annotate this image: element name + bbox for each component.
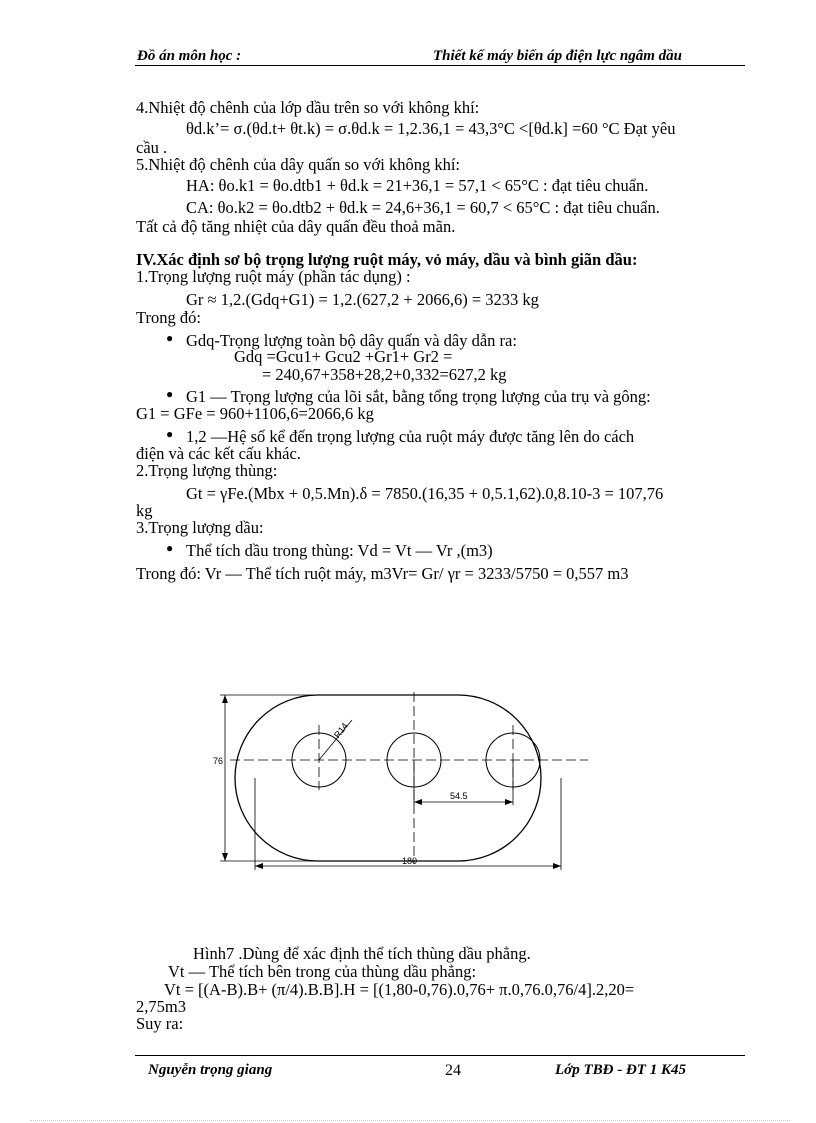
coefficient-definition: 1,2 —Hệ số kể đến trọng lượng của ruột máy được tăng lên do cách xyxy=(186,427,635,446)
footer-class: Lớp TBĐ - ĐT 1 K45 xyxy=(555,1062,686,1078)
footer-author: Nguyễn trọng giang xyxy=(148,1062,273,1078)
page-edge xyxy=(30,1120,790,1121)
section-iv-heading: IV.Xác định sơ bộ trọng lượng ruột máy, vỏ máy, dầu và bình giãn dầu: xyxy=(136,250,638,269)
bullet-icon: ● xyxy=(166,427,174,441)
figure-caption: Hình7 .Dùng để xác định thể tích thùng dầu phẳng. xyxy=(193,944,531,963)
formula-g1: G1 = GFe = 960+1106,6=2066,6 kg xyxy=(136,404,374,423)
formula-oil-temp-cont: cầu . xyxy=(136,138,168,157)
formula-vt-result: 2,75m3 xyxy=(136,997,186,1016)
formula-oil-temp: θd.k’= σ.(θd.t+ θt.k) = σ.θd.k = 1,2.36,1 = 43,3°C <[θd.k] =60 °C Đạt yêu xyxy=(186,119,676,138)
formula-gt: Gt = γFe.(Mbx + 0,5.Mn).δ = 7850.(16,35 + 0,5.1,62).0,8.10-3 = 107,76 xyxy=(186,484,664,503)
vt-definition: Vt — Thể tích bên trong của thùng dầu phẳng: xyxy=(168,962,477,981)
dim-radius-label: R14 xyxy=(331,720,350,740)
g1-definition: G1 — Trọng lượng của lõi sắt, bằng tổng trọng lượng của trụ và gông: xyxy=(186,387,651,406)
bullet-icon: ● xyxy=(166,387,174,401)
formula-ha: HA: θo.k1 = θo.dtb1 + θd.k = 21+36,1 = 57,1 < 65°C : đạt tiêu chuẩn. xyxy=(186,176,649,195)
where-label: Trong đó: xyxy=(136,308,201,327)
core-volume-formula: Trong đó: Vr — Thể tích ruột máy, m3Vr= Gr/ γr = 3233/5750 = 0,557 m3 xyxy=(136,564,629,583)
formula-gdq: Gdq =Gcu1+ Gcu2 +Gr1+ Gr2 = xyxy=(234,347,453,366)
conclusion-label: Suy ra: xyxy=(136,1014,184,1033)
formula-gdq-result: = 240,67+358+28,2+0,332=627,2 kg xyxy=(262,365,507,384)
section-4-heading: 4.Nhiệt độ chênh của lớp dầu trên so với không khí: xyxy=(136,98,480,117)
bullet-icon: ● xyxy=(166,541,174,555)
subsection-1-heading: 1.Trọng lượng ruột máy (phần tác dụng) : xyxy=(136,267,411,286)
header-rule xyxy=(135,65,745,66)
conclusion-line: Tất cả độ tăng nhiệt của dây quấn đều thoả mãn. xyxy=(136,217,456,236)
subsection-2-heading: 2.Trọng lượng thùng: xyxy=(136,461,278,480)
dim-width-label: 180 xyxy=(402,856,418,866)
formula-gr: Gr ≈ 1,2.(Gdq+G1) = 1,2.(627,2 + 2066,6) = 3233 kg xyxy=(186,290,539,309)
bullet-icon: ● xyxy=(166,331,174,345)
oil-volume-formula: Thể tích dầu trong thùng: Vd = Vt — Vr ,(m3) xyxy=(186,541,493,560)
gdq-definition: Gdq-Trọng lượng toàn bộ dây quấn và dây dẫn ra: xyxy=(186,331,517,350)
formula-gt-unit: kg xyxy=(136,501,153,520)
formula-vt: Vt = [(A-B).B+ (π/4).B.B].H = [(1,80-0,76).0,76+ π.0,76.0,76/4].2,20= xyxy=(164,980,635,999)
dim-spacing-label: 54.5 xyxy=(450,791,468,801)
dim-height-label: 76 xyxy=(213,756,224,766)
tank-figure xyxy=(200,690,600,880)
section-5-heading: 5.Nhiệt độ chênh của dây quấn so với không khí: xyxy=(136,155,460,174)
tank-outline xyxy=(235,695,541,861)
page-number: 24 xyxy=(445,1062,461,1079)
footer-rule xyxy=(135,1055,745,1056)
coefficient-definition-cont: điện và các kết cấu khác. xyxy=(136,444,301,463)
header-left: Đồ án môn học : xyxy=(137,48,242,64)
formula-ca: CA: θo.k2 = θo.dtb2 + θd.k = 24,6+36,1 = 60,7 < 65°C : đạt tiêu chuẩn. xyxy=(186,198,660,217)
subsection-3-heading: 3.Trọng lượng dầu: xyxy=(136,518,264,537)
header-right: Thiết kế máy biến áp điện lực ngâm dầu xyxy=(433,48,682,64)
